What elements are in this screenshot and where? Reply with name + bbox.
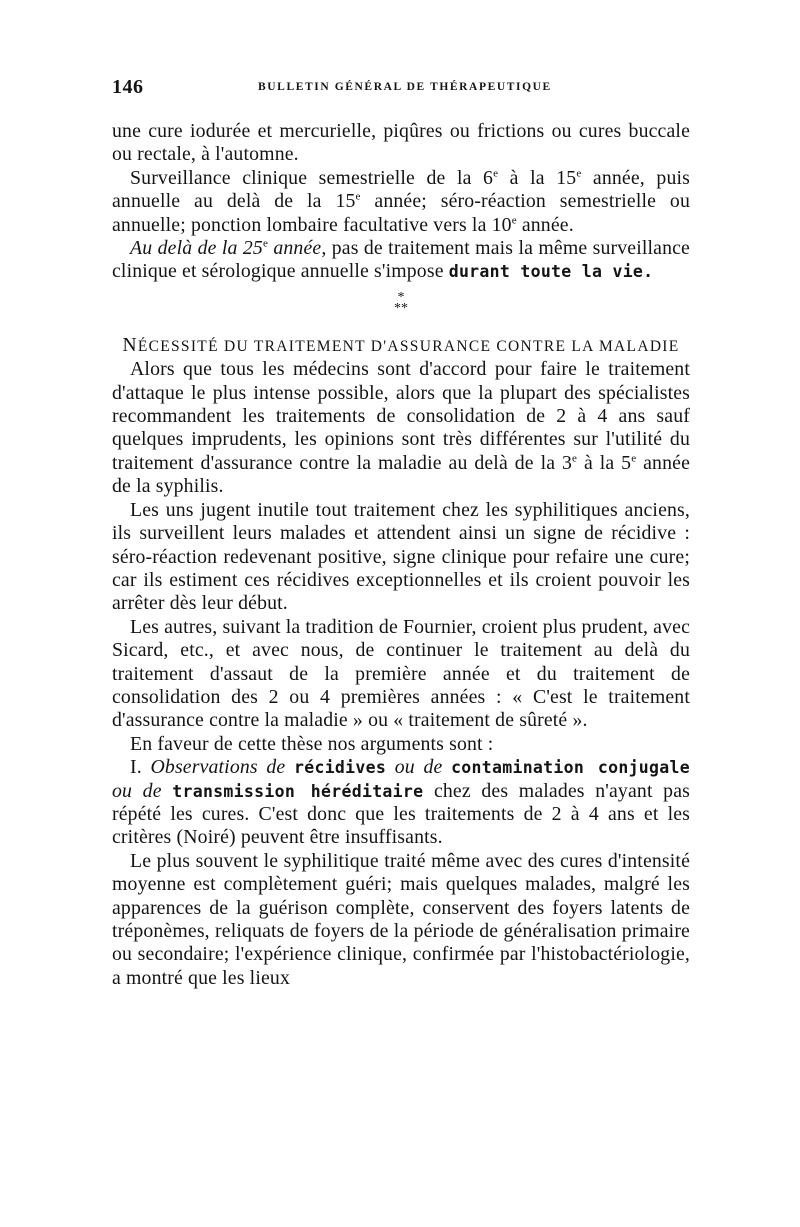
page-header <box>112 76 690 100</box>
asterism-divider <box>112 289 690 316</box>
bold-text: transmission <box>172 781 296 801</box>
superscript: e <box>511 214 517 227</box>
text-run: à la 15 <box>498 166 577 189</box>
heading-initial: N <box>122 334 138 356</box>
text-run: année. <box>516 213 574 236</box>
text-run: année; séro-réaction semestrielle ou annuelle; ponction lombaire facultative vers la 10 <box>112 190 690 236</box>
paragraph-beyond-25th-year <box>112 237 690 284</box>
text-run: Alors que tous les médecins sont d'accord pour faire le traitement d'attaque le plus intense possible, alors que la plupart des spécialistes recommandent les traitements de consolidation de 2 à 4 ans sauf quelques imprudents, les opinions sont très différentes sur l'utilité du traitement d'assurance contre la maladie au delà de la 3 <box>112 358 690 474</box>
page-number: 146 <box>112 76 144 98</box>
text-run: Surveillance clinique semestrielle de la 6 <box>130 166 494 189</box>
asterism-top: * <box>397 289 405 305</box>
bold-text: durant toute la vie. <box>448 262 654 282</box>
asterism-bottom: ** <box>394 300 408 316</box>
running-head: BULLETIN GÉNÉRAL DE THÉRAPEUTIQUE <box>258 81 552 93</box>
paragraph-arguments: En faveur de cette thèse nos arguments sont : <box>130 732 494 755</box>
heading-text: ÉCESSITÉ DU TRAITEMENT D'ASSURANCE CONTRE LA MALADIE <box>137 337 680 355</box>
section-heading <box>112 334 690 358</box>
italic-text: année, <box>268 237 327 260</box>
superscript: e <box>572 452 578 465</box>
paragraph-le-plus-souvent: Le plus souvent le syphilitique traité même avec des cures d'intensité moyenne est complètement guéri; mais quelques malades, malgré les apparences de la guérison complète, conservent des foyers latents de tréponèmes, reliquats de foyers de la période de généralisation primaire ou secondaire; l'expérience clinique, confirmée par l'histobactériologie, a montré que les lieux <box>112 849 690 989</box>
text-run: année de la syphilis. <box>112 451 690 498</box>
superscript: e <box>355 190 361 203</box>
superscript: e <box>262 237 269 250</box>
italic-text: Au delà de la 25 <box>130 237 263 260</box>
italic-text: ou de <box>386 756 452 779</box>
text-run: I. <box>130 756 151 779</box>
text-run: chez des malades n'ayant pas répété les cures. C'est donc que les traitements de 2 à 4 ans et les critères (Noiré) peuvent être insuffisants. <box>112 779 691 849</box>
paragraph-alors <box>112 358 690 498</box>
text-run: année, puis annuelle au delà de la 15 <box>112 166 690 213</box>
paragraph-surveillance <box>112 167 690 237</box>
body-text <box>112 120 690 990</box>
superscript: e <box>631 452 637 465</box>
text-run: pas de traitement mais la même surveillance clinique et sérologique annuelle s'impose <box>112 237 690 283</box>
bold-text: contamination conjugale <box>451 758 690 778</box>
paragraph-continued: une cure iodurée et mercurielle, piqûres ou frictions ou cures buccale ou rectale, à l'automne. <box>112 120 690 166</box>
paragraph-les-autres: Les autres, suivant la tradition de Fournier, croient plus prudent, avec Sicard, etc., et avec nous, de continuer le traitement au delà du traitement d'assaut de la première année et du traitement de consolidation des 2 ou 4 premières années : « C'est le traitement d'assurance contre la maladie » ou « traitement de sûreté ». <box>112 615 690 732</box>
paragraph-les-uns: Les uns jugent inutile tout traitement chez les syphilitiques anciens, ils surveillent leurs malades et attendent ainsi un signe de récidive : séro-réaction redevenant positive, signe clinique pour refaire une cure; car ils estiment ces récidives exceptionnelles et ils croient pouvoir les arrêter dès leur début. <box>112 498 690 615</box>
italic-text: Observations de <box>150 756 294 779</box>
bold-text: récidives <box>294 758 387 778</box>
bold-text: héréditaire <box>295 781 424 801</box>
paragraph-argument-one <box>112 756 690 850</box>
superscript: e <box>493 167 499 180</box>
italic-text: ou de <box>112 779 173 802</box>
text-run: à la 5 <box>577 451 632 474</box>
superscript: e <box>576 167 582 180</box>
